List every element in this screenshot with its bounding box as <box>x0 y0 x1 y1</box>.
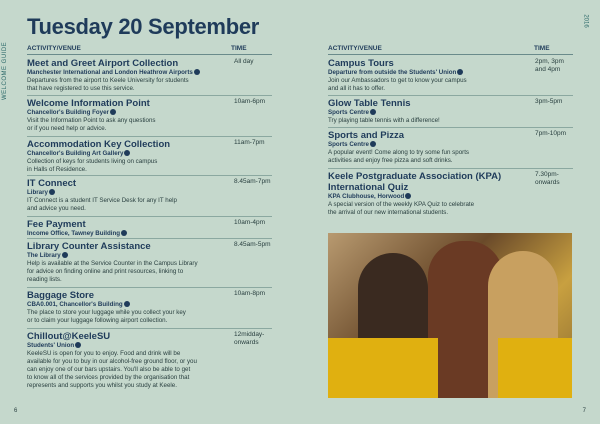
event-item <box>27 241 272 284</box>
event-item <box>328 58 573 93</box>
event-venue-text: Library <box>27 189 48 196</box>
event-venue-text: CBA0.001, Chancellor's Building <box>27 301 123 308</box>
event-title: Glow Table Tennis <box>328 98 411 109</box>
event-description: for advice on finding online and print resources, linking to <box>27 268 184 275</box>
event-venue-text: Departure from outside the Students' Union <box>328 69 457 76</box>
separator <box>27 136 272 137</box>
event-time: 8.45am-5pm <box>234 241 271 248</box>
event-description: IT Connect is a student IT Service Desk for any IT help <box>27 197 177 204</box>
separator <box>27 287 272 288</box>
event-venue-text: Manchester International and London Heathrow Airports <box>27 69 193 76</box>
accessibility-icon <box>121 230 127 236</box>
accessibility-icon <box>49 189 55 195</box>
event-description: Visit the Information Point to ask any questions <box>27 117 156 124</box>
accessibility-icon <box>370 109 376 115</box>
event-description: Departures from the airport to Keele University for students <box>27 77 189 84</box>
event-venue <box>328 193 573 201</box>
event-title: Sports and Pizza <box>328 130 405 141</box>
accessibility-icon <box>124 301 130 307</box>
event-description: The place to store your luggage while you collect your key <box>27 309 186 316</box>
event-description: A special version of the weekly KPA Quiz to celebrate <box>328 201 475 208</box>
event-venue-text: Students' Union <box>27 342 75 349</box>
event-description: represents and supports you whilst you study at Keele. <box>27 382 177 389</box>
event-description: Help is available at the Service Counter in the Campus Library <box>27 260 198 267</box>
event-title: Keele Postgraduate Association (KPA) International Quiz <box>328 171 502 193</box>
event-venue <box>328 141 573 149</box>
separator <box>27 238 272 239</box>
event-title: Meet and Greet Airport Collection <box>27 58 179 69</box>
accessibility-icon <box>405 193 411 199</box>
event-venue-text: Sports Centre <box>328 109 369 116</box>
event-description: A popular event! Come along to try some fun sports <box>328 149 470 156</box>
event-time: 10am-6pm <box>234 98 266 105</box>
event-description: Collection of keys for students living on campus <box>27 158 158 165</box>
event-venue <box>328 109 573 117</box>
event-description: reading lists. <box>27 276 62 283</box>
event-item <box>27 58 272 93</box>
event-venue <box>27 301 272 309</box>
time-header-right: TIME <box>534 45 550 52</box>
event-venue <box>27 109 272 117</box>
event-title: Fee Payment <box>27 219 86 230</box>
event-venue <box>27 252 272 260</box>
separator <box>328 95 573 96</box>
event-item <box>27 290 272 325</box>
page-number-left: 6 <box>14 408 18 414</box>
event-venue <box>27 150 272 158</box>
event-item <box>27 219 272 238</box>
activity-header-right: ACTIVITY/VENUE <box>328 45 382 52</box>
event-description: Try playing table tennis with a difference! <box>328 117 440 124</box>
event-description: or if you need help or advice. <box>27 125 107 132</box>
event-description: can enjoy one of our bars upstairs. You'll also be able to get <box>27 366 191 373</box>
event-item <box>27 139 272 174</box>
event-item <box>27 331 272 390</box>
event-description: Join our Ambassadors to get to know your campus <box>328 77 467 84</box>
event-description: KeeleSU is open for you to enjoy. Food and drink will be <box>27 350 181 357</box>
activity-header: ACTIVITY/VENUE <box>27 45 81 52</box>
event-title: Chillout@KeeleSU <box>27 331 111 342</box>
event-venue <box>27 189 272 197</box>
event-time: 3pm-5pm <box>535 98 563 105</box>
event-title: Campus Tours <box>328 58 394 69</box>
event-description: and all it has to offer. <box>328 85 385 92</box>
separator <box>27 175 272 176</box>
separator <box>27 216 272 217</box>
page-title: Tuesday 20 September <box>27 14 260 39</box>
shirt-shape <box>498 338 572 398</box>
separator <box>328 127 573 128</box>
accessibility-icon <box>110 109 116 115</box>
event-time: 8.45am-7pm <box>234 178 271 185</box>
event-title: Baggage Store <box>27 290 95 301</box>
accessibility-icon <box>457 69 463 75</box>
event-description: the arrival of our new international students. <box>328 209 449 216</box>
event-title: Welcome Information Point <box>27 98 150 109</box>
event-description: or to claim your luggage following airport collection. <box>27 317 168 324</box>
shirt-shape <box>328 338 438 398</box>
event-time: 10am-8pm <box>234 290 266 297</box>
event-description: available for you to buy in our alcohol-free ground floor, or you <box>27 358 197 365</box>
event-description: and advice you need. <box>27 205 86 212</box>
page-number-right: 7 <box>582 408 586 414</box>
event-item <box>328 171 573 217</box>
year-label: 2016 <box>582 14 589 28</box>
students-photo <box>328 233 572 398</box>
event-description: that have registered to use this service. <box>27 85 135 92</box>
event-time: 10am-4pm <box>234 219 266 226</box>
side-label: WELCOME GUIDE <box>2 41 8 100</box>
event-description: to know all of the services provided by the organisation that <box>27 374 190 381</box>
event-item <box>27 98 272 133</box>
event-time: All day <box>234 58 254 65</box>
event-title: Accommodation Key Collection <box>27 139 171 150</box>
event-description: activities and enjoy free pizza and soft drinks. <box>328 157 453 164</box>
event-venue-text: KPA Clubhouse, Horwood <box>328 193 405 200</box>
separator <box>27 95 272 96</box>
event-title: Library Counter Assistance <box>27 241 151 252</box>
event-time: 12midday-onwards <box>234 331 265 346</box>
event-item <box>328 98 573 125</box>
accessibility-icon <box>194 69 200 75</box>
event-venue-text: Sports Centre <box>328 141 369 148</box>
event-venue <box>27 230 272 238</box>
event-venue-text: Chancellor's Building Art Gallery <box>27 150 124 157</box>
header-rule-right <box>328 54 573 55</box>
event-venue-text: Income Office, Tawney Building <box>27 230 121 237</box>
header-rule <box>27 54 272 55</box>
accessibility-icon <box>124 150 130 156</box>
event-time: 11am-7pm <box>234 139 265 146</box>
separator <box>328 168 573 169</box>
event-venue-text: The Library <box>27 252 61 259</box>
event-time: 7pm-10pm <box>535 130 567 137</box>
time-header: TIME <box>231 45 247 52</box>
event-item <box>27 178 272 213</box>
accessibility-icon <box>62 252 68 258</box>
event-venue <box>27 69 272 77</box>
event-venue-text: Chancellor's Building Foyer <box>27 109 109 116</box>
separator <box>27 328 272 329</box>
accessibility-icon <box>370 141 376 147</box>
event-description: in Halls of Residence. <box>27 166 87 173</box>
event-title: IT Connect <box>27 178 77 189</box>
event-time: 2pm, 3pm and 4pm <box>535 58 564 73</box>
event-item <box>328 130 573 165</box>
accessibility-icon <box>75 342 81 348</box>
event-time: 7.30pm-onwards <box>535 171 560 186</box>
